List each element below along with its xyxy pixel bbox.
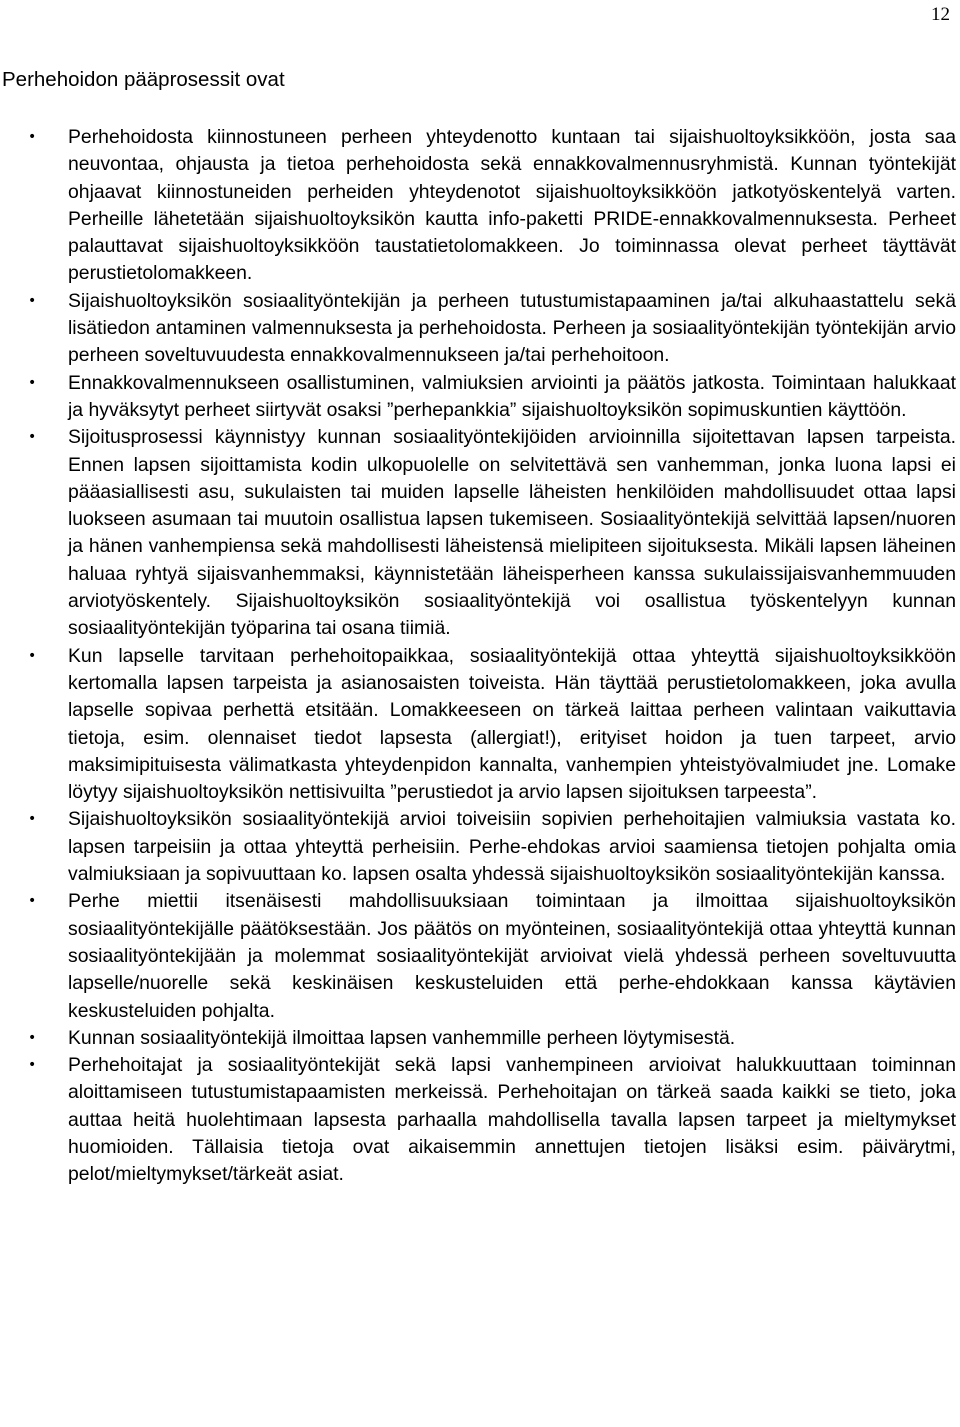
list-item-text: Perhe miettii itsenäisesti mahdollisuuksiaan toimintaan ja ilmoittaa sijaishuoltoyksikön sosiaalityöntekijälle päätöksestään. Jos päätös on myönteinen, sosiaalityöntekijä ottaa yhteyttä kunnan sosiaalityöntekijään ja molemmat sosiaalityöntekijät arvioivat vielä yhdessä perheen soveltuvuutta lapselle/nuorelle sekä keskinäisen keskusteluiden että perhe-ehdokkaan kanssa käytävien keskusteluiden pohjalta. [68,890,956,1022]
list-item-text: Kunnan sosiaalityöntekijä ilmoittaa lapsen vanhemmille perheen löytymisestä. [68,1026,736,1049]
list-item [28,424,956,642]
bullet-icon: • [28,647,37,664]
bullet-icon: • [28,1057,37,1074]
bullet-icon: • [28,1029,37,1046]
bullet-icon: • [28,129,37,145]
list-item [28,806,956,888]
list-item [28,370,956,425]
list-item [28,1025,956,1052]
bullet-icon: • [28,292,37,309]
bullet-icon: • [28,893,37,910]
page-number: 12 [931,4,950,25]
list-item-text: Perhehoitajat ja sosiaalityöntekijät sekä lapsi vanhempineen arvioivat halukkuuttaan toiminnan aloittamiseen tutustumistapaamisten merkeissä. Perhehoitajan on tärkeä saada kaikki se tieto, joka auttaa heitä huolehtimaan lapsesta parhaalla mahdollisella tavalla lapsen tarpeet ja mieltymykset huomioiden. Tällaisia tietoja ovat aikaisemmin annettujen tietojen lisäksi esim. päivärytmi, pelot/mieltymykset/tärkeät asiat. [68,1054,956,1186]
list-item-text: Sijaishuoltoyksikön sosiaalityöntekijän ja perheen tutustumistapaaminen ja/tai alkuhaastattelu sekä lisätiedon antaminen valmennuksesta ja perhehoidosta. Perheen ja sosiaalityöntekijän työntekijän arvio perheen soveltuvuudesta ennakkovalmennukseen ja/tai perhehoitoon. [68,289,956,367]
bullet-icon: • [28,429,37,446]
list-item-text: Sijoitusprosessi käynnistyy kunnan sosiaalityöntekijöiden arvioinnilla sijoitettavan lapsen tarpeista. Ennen lapsen sijoittamista kodin ulkopuolelle on selvitettävä sen vanhemman, jonka luona lapsi ei pääasiallisesti asu, sukulaisten tai muiden lapselle läheisten henkilöiden mahdollisuudet ottaa lapsi luokseen asumaan tai muutoin osallistua lapsen tukemiseen. Sosiaalityöntekijä selvittää lapsen/nuoren ja hänen vanhempiensa sekä mahdollisesti läheistensä mielipiteen sijoituksesta. Mikäli lapsen läheinen haluaa ryhtyä sijaisvanhemmaksi, käynnistetään läheisperheen kanssa sukulaissijaisvanhemmuuden arviotyöskentely. Sijaishuoltoyksikön sosiaalityöntekijä voi osallistua työskentelyyn kunnan sosiaalityöntekijän työparina tai osana tiimiä. [68,426,956,640]
list-item [28,888,956,1024]
list-item [28,288,956,370]
list-item-text: Perhehoidosta kiinnostuneen perheen yhteydenotto kuntaan tai sijaishuoltoyksikköön, josta saa neuvontaa, ohjausta ja tietoa perhehoidosta sekä ennakkovalmennusryhmistä. Kunnan työntekijät ohjaavat kiinnostuneiden perheiden yhteydenotot sijaishuoltoyksikköön jatkotyöskentelyä varten. Perheille lähetetään sijaishuoltoyksikön kautta info-paketti PRIDE-ennakkovalmennuksesta. Perheet palauttavat sijaishuoltoyksikköön taustatietolomakkeen. Jo toiminnassa olevat perheet täyttävät perustietolomakkeen. [68,126,956,285]
list-item-text: Ennakkovalmennukseen osallistuminen, valmiuksien arviointi ja päätös jatkosta. Toimintaan halukkaat ja hyväksytyt perheet siirtyvät osaksi ”perhepankkia” sijaishuoltoyksikön sopimuskuntien käyttöön. [68,371,956,421]
list-item-text: Kun lapselle tarvitaan perhehoitopaikkaa, sosiaalityöntekijä ottaa yhteyttä sijaishuoltoyksikköön kertomalla lapsen tarpeista ja asianosaisten toiveista. Hän täyttää perustietolomakkeen, joka avulla lapselle sopivaa perhettä etsitään. Lomakkeeseen on tärkeä laittaa perheen valintaan vaikuttavia tietoja, esim. olennaiset tiedot lapsesta (allergiat!), erityiset hoidon ja tuen tarpeet, arvio maksimipituisesta välimatkasta yhteydenpidon kannalta, vanhempien yhteistyövalmiudet jne. Lomake löytyy sijaishuoltoyksikön nettisivuilta ”perustiedot ja arvio lapsen sijoituksen tarpeesta”. [68,644,956,804]
list-item [28,1052,956,1188]
section-heading: Perhehoidon pääprosessit ovat [2,68,285,91]
list-item [28,124,956,288]
list-item-text: Sijaishuoltoyksikön sosiaalityöntekijä arvioi toiveisiin sopivien perhehoitajien valmiuksia vastata ko. lapsen tarpeisiin ja ottaa yhteyttä perheisiin. Perhe-ehdokas arvioi saamiensa tietojen pohjalta omia valmiuksiaan ja sopivuuttaan ko. lapsen osalta yhdessä sijaishuoltoyksikön sosiaalityöntekijän kanssa. [68,808,956,886]
list-item [28,643,956,807]
bullet-icon: • [28,811,37,828]
process-list [28,124,956,1189]
bullet-icon: • [28,374,37,391]
